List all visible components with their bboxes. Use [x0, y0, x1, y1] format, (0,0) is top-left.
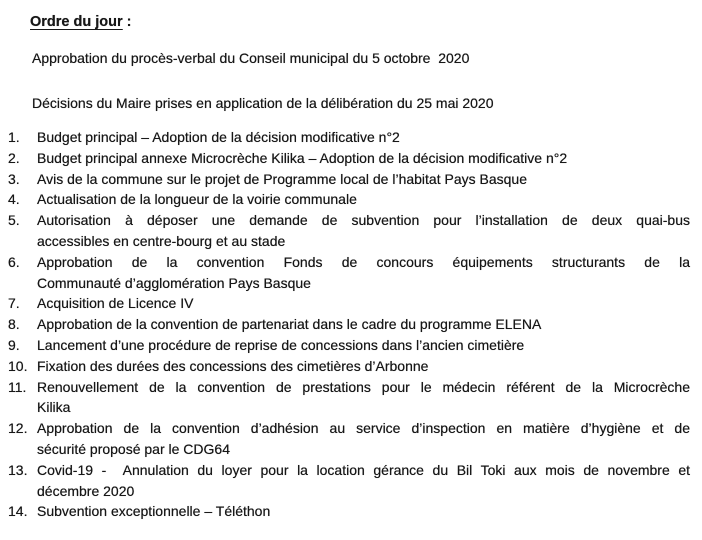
agenda-item-line: Budget principal annexe Microcrèche Kilika – Adoption de la décision modificative n°2: [37, 149, 568, 166]
agenda-item-number: 9.: [8, 336, 20, 353]
agenda-item-line: Acquisition de Licence IV: [37, 295, 194, 312]
agenda-item-9: [8, 335, 690, 356]
agenda-item-13: [8, 460, 690, 502]
agenda-item-text: [37, 293, 690, 314]
agenda-item-text: [37, 314, 690, 335]
agenda-item-line: Renouvellement de la convention de prestations pour le médecin référent de la Microcrèche: [37, 378, 690, 395]
agenda-item-line: Actualisation de la longueur de la voirie communale: [37, 191, 357, 208]
agenda-item-line: Kilika: [37, 399, 71, 416]
intro-line-approbation: Approbation du procès-verbal du Conseil municipal du 5 octobre 2020: [32, 50, 470, 66]
agenda-item-line: Autorisation à déposer une demande de subvention pour l’installation de deux quai-bus: [37, 212, 690, 229]
agenda-item-number: 5.: [8, 212, 20, 229]
agenda-item-line: Approbation de la convention Fonds de concours équipements structurants de la: [37, 253, 690, 270]
agenda-item-text: [37, 127, 690, 148]
agenda-item-line: sécurité proposé par le CDG64: [37, 440, 230, 457]
agenda-item-line: accessibles en centre-bourg et au stade: [37, 232, 286, 249]
agenda-item-4: [8, 189, 690, 210]
agenda-item-text: [37, 189, 690, 210]
agenda-item-text: [37, 418, 690, 460]
agenda-item-line: Budget principal – Adoption de la décision modificative n°2: [37, 129, 400, 145]
agenda-item-number: 13.: [8, 461, 28, 478]
agenda-item-number: 2.: [8, 149, 20, 166]
intro-line-decisions: Décisions du Maire prises en application de la délibération du 25 mai 2020: [32, 95, 494, 111]
agenda-item-line: Fixation des durées des concessions des cimetières d’Arbonne: [37, 357, 429, 374]
agenda-item-text: [37, 501, 690, 522]
agenda-item-number: 7.: [8, 295, 20, 312]
agenda-item-7: [8, 293, 690, 314]
agenda-item-5: [8, 210, 690, 252]
agenda-item-14: [8, 501, 690, 522]
agenda-item-3: [8, 169, 690, 190]
agenda-item-text: [37, 252, 690, 294]
agenda-item-2: [8, 148, 690, 169]
agenda-item-number: 8.: [8, 316, 20, 333]
agenda-item-number: 1.: [8, 129, 20, 145]
agenda-item-line: Approbation de la convention d’adhésion au service d’inspection en matière d’hygiène et de: [37, 420, 690, 437]
agenda-item-11: [8, 377, 690, 419]
page-title-colon: :: [122, 14, 132, 30]
agenda-item-line: Covid-19 - Annulation du loyer pour la location gérance du Bil Toki aux mois de novembre et: [37, 461, 690, 478]
agenda-item-12: [8, 418, 690, 460]
agenda-item-number: 10.: [8, 357, 28, 374]
agenda-item-line: Avis de la commune sur le projet de Programme local de l’habitat Pays Basque: [37, 170, 527, 187]
agenda-item-text: [37, 335, 690, 356]
agenda-item-text: [37, 148, 690, 169]
agenda-item-8: [8, 314, 690, 335]
agenda-item-number: 12.: [8, 420, 28, 437]
agenda-item-text: [37, 356, 690, 377]
agenda-item-6: [8, 252, 690, 294]
agenda-item-text: [37, 210, 690, 252]
agenda-item-text: [37, 460, 690, 502]
agenda-item-1: [8, 127, 690, 148]
agenda-item-line: Approbation de la convention de partenariat dans le cadre du programme ELENA: [37, 316, 542, 333]
page-title: [30, 12, 690, 32]
agenda-item-number: 4.: [8, 191, 20, 208]
agenda-item-number: 3.: [8, 170, 20, 187]
agenda-item-text: [37, 377, 690, 419]
agenda-item-text: [37, 169, 690, 190]
page-title-text: Ordre du jour: [30, 14, 123, 30]
agenda-item-number: 6.: [8, 253, 20, 270]
agenda-item-line: Subvention exceptionnelle – Téléthon: [37, 503, 271, 520]
agenda-list: [8, 127, 690, 522]
agenda-item-number: 11.: [8, 378, 27, 395]
agenda-item-line: décembre 2020: [37, 482, 135, 499]
agenda-item-number: 14.: [8, 503, 28, 520]
agenda-item-line: Communauté d’agglomération Pays Basque: [37, 274, 311, 291]
agenda-item-line: Lancement d’une procédure de reprise de concessions dans l’ancien cimetière: [37, 336, 525, 353]
agenda-item-10: [8, 356, 690, 377]
